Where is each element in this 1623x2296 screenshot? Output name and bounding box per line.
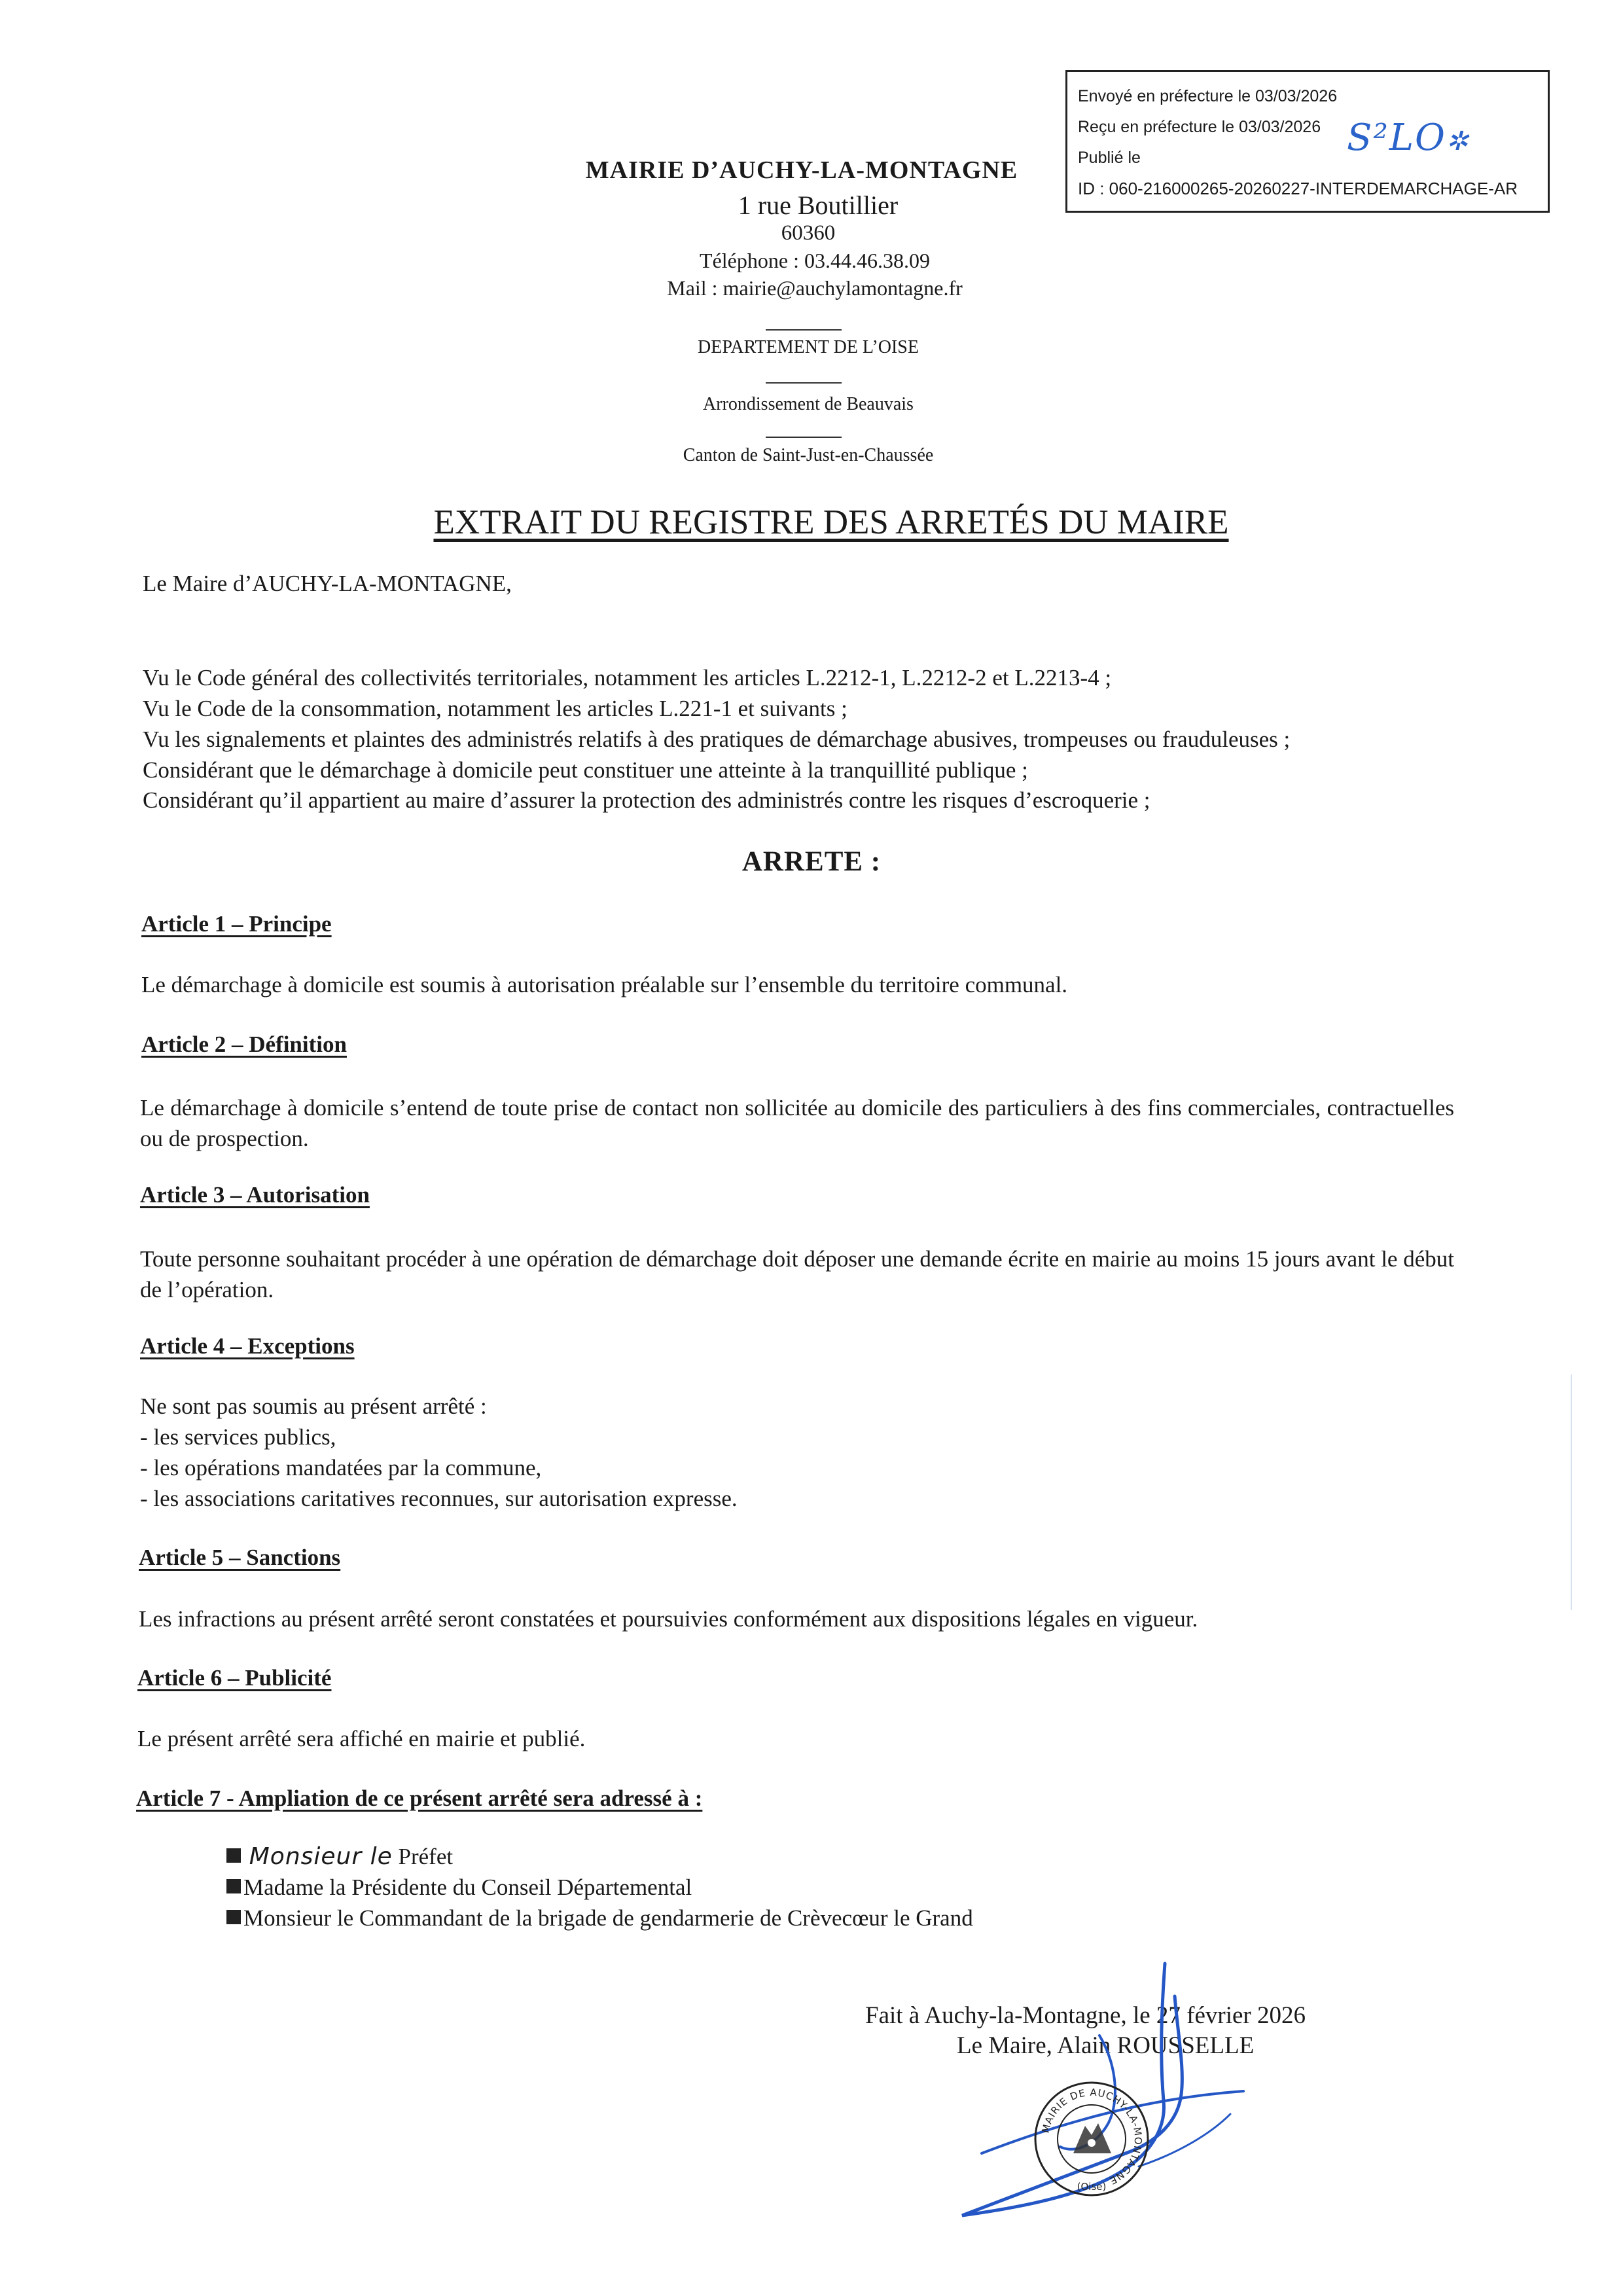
article-1-heading: Article 1 – Principe [141, 911, 332, 937]
stamp-recu: Reçu en préfecture le 03/03/2026 [1078, 118, 1321, 136]
bullet-square-icon [226, 1910, 241, 1924]
article-7-heading: Article 7 - Ampliation de ce présent arrêté sera adressé à : [136, 1785, 703, 1811]
arrondissement: Arrondissement de Beauvais [703, 394, 914, 414]
article-3-body: Toute personne souhaitant procéder à une opération de démarchage doit déposer une demande écrite en mairie au moins 15 jours avant le début de l’opération. [140, 1246, 1454, 1302]
flourish-mark: ✲ [1446, 126, 1470, 156]
article-5-heading: Article 5 – Sanctions [139, 1545, 341, 1570]
seal-text: MAIRIE DE AUCHY-LA-MONTAGNE [1039, 2086, 1145, 2187]
exception-item: - les associations caritatives reconnues, sur autorisation expresse. [140, 1486, 738, 1511]
divider [766, 329, 842, 331]
article-6-body: Le présent arrêté sera affiché en mairie et publié. [137, 1726, 586, 1751]
bullet-square-icon [226, 1879, 241, 1893]
article-3-heading: Article 3 – Autorisation [140, 1182, 370, 1208]
bullet-square-icon [226, 1848, 241, 1863]
maire-line: Le Maire, Alain ROUSSELLE [957, 2032, 1255, 2059]
ampliation-item [226, 1843, 453, 1870]
stamp-publie: Publié le [1078, 149, 1141, 167]
document-title: EXTRAIT DU REGISTRE DES ARRETÉS DU MAIRE [433, 503, 1229, 541]
article-1-body: Le démarchage à domicile est soumis à autorisation préalable sur l’ensemble du territoire communal. [141, 972, 1068, 997]
stamp-envoye: Envoyé en préfecture le 03/03/2026 [1078, 87, 1338, 105]
article-4-intro: Ne sont pas soumis au présent arrêté : [140, 1393, 487, 1419]
ampliation-label: Madame la Présidente du Conseil Départemental [243, 1874, 692, 1900]
handwritten-code: S²LO [1347, 117, 1446, 159]
divider [766, 382, 842, 384]
ampliation-item [226, 1905, 973, 1931]
considerant-line: Vu le Code de la consommation, notamment les articles L.221-1 et suivants ; [143, 696, 847, 721]
considerant-line: Considérant que le démarchage à domicile peut constituer une atteinte à la tranquillité publique ; [143, 757, 1028, 783]
exception-item: - les opérations mandatées par la commune, [140, 1455, 542, 1480]
article-2-heading: Article 2 – Définition [141, 1031, 347, 1057]
ampliation-item [226, 1874, 692, 1901]
seal-sub: (Oise) [1077, 2181, 1107, 2193]
arrete-heading: ARRETE : [741, 846, 882, 877]
considerant-line: Considérant qu’il appartient au maire d’assurer la protection des administrés contre les risques d’escroquerie ; [143, 787, 1150, 813]
stamp-id: ID : 060-216000265-20260227-INTERDEMARCHAGE-AR [1078, 179, 1518, 198]
departement: DEPARTEMENT DE L’OISE [698, 337, 919, 357]
handwritten-prefix: Monsieur le [249, 1843, 393, 1870]
considerant-line: Vu les signalements et plaintes des administrés relatifs à des pratiques de démarchage abusives, trompeuses ou frauduleuses ; [143, 726, 1291, 752]
article-5-body: Les infractions au présent arrêté seront constatées et poursuivies conformément aux dispositions légales en vigueur. [139, 1606, 1198, 1632]
fait-a-line: Fait à Auchy-la-Montagne, le 27 février 2026 [865, 2002, 1306, 2029]
divider [766, 437, 842, 438]
ampliation-label: Préfet [398, 1844, 454, 1869]
ampliation-label: Monsieur le Commandant de la brigade de gendarmerie de Crèvecœur le Grand [243, 1905, 973, 1931]
article-2-body: Le démarchage à domicile s’entend de toute prise de contact non sollicitée au domicile des particuliers à des fins commerciales, contractuelles ou de prospection. [140, 1095, 1454, 1151]
scan-artifact [1571, 1374, 1572, 1610]
mairie-phone: Téléphone : 03.44.46.38.09 [700, 249, 930, 272]
handwritten-annotation [1347, 117, 1469, 159]
exception-item: - les services publics, [140, 1424, 336, 1450]
considerant-line: Vu le Code général des collectivités territoriales, notamment les articles L.2212-1, L.2212-2 et L.2213-4 ; [143, 665, 1112, 691]
article-6-heading: Article 6 – Publicité [137, 1665, 332, 1691]
article-4-heading: Article 4 – Exceptions [140, 1333, 355, 1359]
intro-line: Le Maire d’AUCHY-LA-MONTAGNE, [143, 571, 512, 596]
mairie-name: MAIRIE D’AUCHY-LA-MONTAGNE [585, 156, 1018, 184]
mairie-seal [1033, 2080, 1150, 2198]
mairie-postcode: 60360 [781, 221, 836, 245]
canton: Canton de Saint-Just-en-Chaussée [683, 445, 934, 465]
mairie-address: 1 rue Boutillier [738, 190, 899, 220]
mairie-email: Mail : mairie@auchylamontagne.fr [667, 276, 963, 300]
